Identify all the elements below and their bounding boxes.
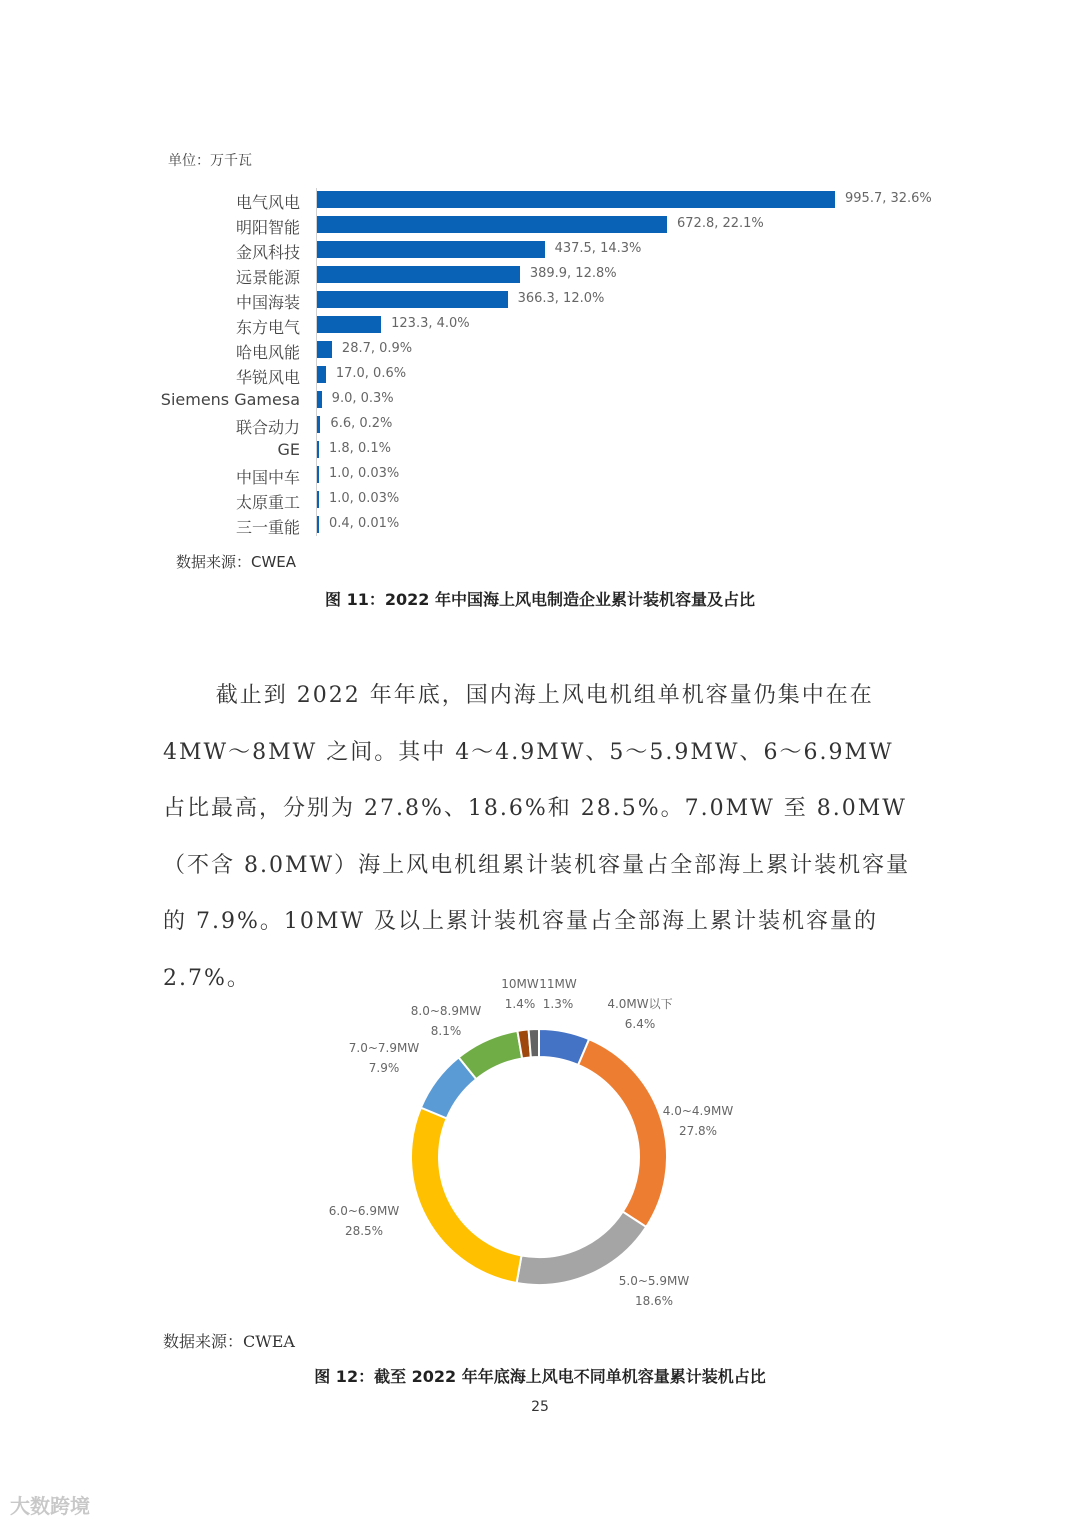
bar	[317, 291, 508, 308]
bar-value-label: 28.7, 0.9%	[341, 341, 413, 356]
bar	[317, 391, 322, 408]
bar	[317, 416, 320, 433]
donut-value-label: 28.5%	[344, 1224, 384, 1238]
donut-category-label: 4.0~4.9MW	[662, 1104, 734, 1118]
chart1-unit-label: 单位：万千瓦	[168, 153, 252, 169]
bar	[317, 266, 520, 283]
bar-value-label: 1.0, 0.03%	[329, 466, 400, 481]
bar-value-label: 6.6, 0.2%	[330, 416, 393, 431]
bar-category-label: 电气风电	[235, 193, 300, 212]
bar-value-label: 437.5, 14.3%	[554, 241, 642, 256]
donut-slice	[529, 1029, 539, 1057]
bar-category-label: 明阳智能	[235, 218, 300, 237]
paragraph-text: 截止到 2022 年年底，国内海上风电机组单机容量仍集中在在4MW～8MW 之间。其中 4～4.9MW、5～5.9MW、6～6.9MW 占比最高，分别为 27.8%、18.6%和 28.5%。7.0MW 至 8.0MW（不含 8.0MW）海上风电机组累计装机容量占全部海上累计装机容量的 7.9%。10MW 及以上累计装机容量占全部海上累计装机容量的 2.7%。	[163, 683, 911, 991]
bar	[317, 491, 319, 508]
bar-value-label: 366.3, 12.0%	[517, 291, 605, 306]
bar-value-label: 995.7, 32.6%	[845, 191, 932, 206]
bar-category-label: 联合动力	[235, 418, 300, 437]
donut-category-label: 5.0~5.9MW	[618, 1274, 690, 1288]
bar-value-label: 17.0, 0.6%	[335, 366, 407, 381]
bar-category-label: 三一重能	[235, 518, 300, 537]
donut-category-label: 11MW	[539, 977, 577, 991]
chart1-caption: 图 11：2022 年中国海上风电制造企业累计装机容量及占比	[325, 590, 755, 609]
donut-slice	[411, 1108, 521, 1283]
chart2-caption: 图 12：截至 2022 年年底海上风电不同单机容量累计装机占比	[314, 1367, 766, 1386]
donut-category-label: 6.0~6.9MW	[328, 1204, 400, 1218]
bar	[317, 191, 835, 208]
bar-value-label: 123.3, 4.0%	[391, 316, 470, 331]
donut-value-label: 18.6%	[634, 1294, 674, 1308]
bar-value-label: 672.8, 22.1%	[677, 216, 764, 231]
bar-value-label: 0.4, 0.01%	[329, 516, 400, 531]
donut-category-label: 10MW	[501, 977, 539, 991]
bar	[317, 366, 326, 383]
bar-category-label: 金风科技	[235, 243, 300, 262]
bar-category-label: 中国中车	[235, 468, 300, 487]
bar	[317, 316, 381, 333]
body-paragraph	[163, 668, 923, 1007]
bar-category-label: 华锐风电	[235, 368, 300, 387]
bar-category-label: 远景能源	[235, 268, 300, 287]
donut-category-label: 4.0MW以下	[607, 997, 673, 1011]
bar-category-label: 东方电气	[235, 318, 300, 337]
bar-value-label: 9.0, 0.3%	[331, 391, 394, 406]
donut-category-label: 7.0~7.9MW	[348, 1041, 420, 1055]
donut-value-label: 6.4%	[624, 1017, 656, 1031]
donut-value-label: 27.8%	[678, 1124, 718, 1138]
donut-value-label: 1.3%	[542, 997, 574, 1011]
bar-value-label: 1.8, 0.1%	[329, 441, 391, 456]
chart1-source: 数据来源：CWEA	[176, 553, 297, 571]
bar-category-label: 太原重工	[235, 493, 300, 512]
bar-value-label: 389.9, 12.8%	[529, 266, 617, 281]
donut-value-label: 1.4%	[504, 997, 536, 1011]
page-number: 25	[531, 1399, 549, 1415]
bar	[317, 341, 332, 358]
bar	[317, 516, 319, 533]
watermark-logo: 大数跨境	[10, 1494, 90, 1518]
chart2-source: 数据来源：CWEA	[163, 1332, 295, 1351]
bar	[317, 441, 319, 458]
donut-chart	[300, 970, 780, 1320]
bar	[317, 241, 545, 258]
donut-value-label: 7.9%	[368, 1061, 400, 1075]
bar-category-label: Siemens Gamesa	[160, 390, 300, 409]
bar-category-label: 哈电风能	[235, 343, 300, 362]
bar	[317, 216, 667, 233]
bar-category-label: 中国海装	[235, 293, 300, 312]
bar-category-label: GE	[277, 440, 300, 459]
donut-slice	[578, 1039, 667, 1227]
bar-value-label: 1.0, 0.03%	[329, 491, 400, 506]
donut-value-label: 8.1%	[430, 1024, 462, 1038]
bar	[317, 466, 319, 483]
donut-category-label: 8.0~8.9MW	[410, 1004, 482, 1018]
